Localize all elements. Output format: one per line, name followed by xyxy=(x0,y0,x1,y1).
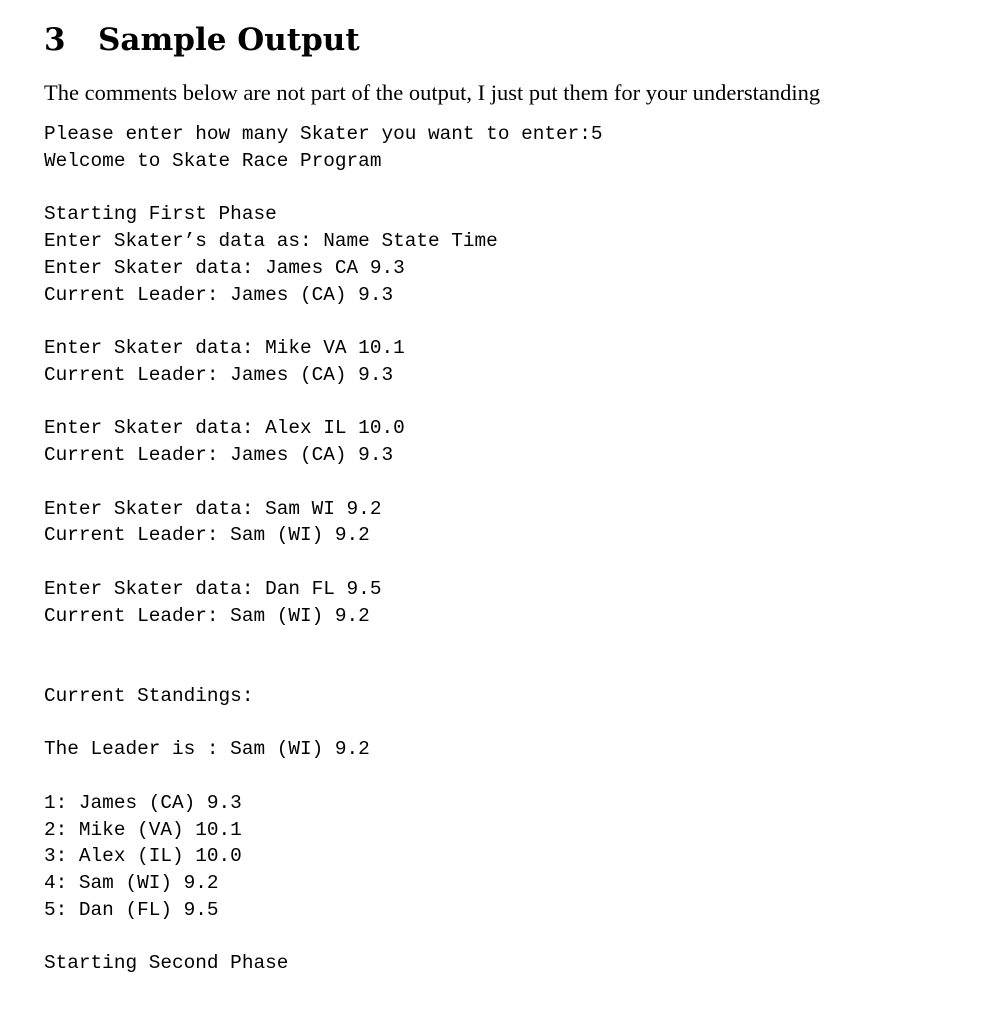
output-line: Current Leader: Sam (WI) 9.2 xyxy=(44,604,370,627)
output-line: Enter Skater data: Dan FL 9.5 xyxy=(44,577,382,600)
intro-paragraph: The comments below are not part of the output, I just put them for your understanding xyxy=(44,80,821,105)
output-line: 3: Alex (IL) 10.0 xyxy=(44,845,242,868)
section-number: 3 xyxy=(44,22,66,58)
output-line: Welcome to Skate Race Program xyxy=(44,149,382,172)
section-heading xyxy=(44,18,974,62)
output-line xyxy=(44,175,974,202)
output-line xyxy=(44,710,974,737)
output-line: Current Leader: Sam (WI) 9.2 xyxy=(44,524,370,547)
output-line xyxy=(44,469,974,496)
output-line xyxy=(44,763,974,790)
output-line: Enter Skater data: Alex IL 10.0 xyxy=(44,417,405,440)
output-line: 4: Sam (WI) 9.2 xyxy=(44,872,219,894)
output-line: Enter Skater’s data as: Name State Time xyxy=(44,230,498,252)
output-line: Current Leader: James (CA) 9.3 xyxy=(44,363,394,386)
output-line: Please enter how many Skater you want to enter:5 xyxy=(44,123,603,145)
section-title: Sample Output xyxy=(98,22,360,58)
output-line xyxy=(44,924,974,951)
output-line: Enter Skater data: Sam WI 9.2 xyxy=(44,497,382,520)
output-line: 1: James (CA) 9.3 xyxy=(44,791,242,814)
output-line: 5: Dan (FL) 9.5 xyxy=(44,898,219,921)
document-page xyxy=(44,18,974,977)
output-line xyxy=(44,549,974,576)
output-line: 2: Mike (VA) 10.1 xyxy=(44,818,242,841)
output-line: Current Leader: James (CA) 9.3 xyxy=(44,283,394,306)
output-line: Enter Skater data: Mike VA 10.1 xyxy=(44,337,405,359)
output-line: Current Standings: xyxy=(44,684,254,707)
output-line xyxy=(44,656,974,683)
output-line xyxy=(44,389,974,416)
output-line xyxy=(44,308,974,335)
output-line: Starting First Phase xyxy=(44,203,277,226)
output-line: The Leader is : Sam (WI) 9.2 xyxy=(44,738,370,761)
sample-output-listing xyxy=(44,121,974,977)
output-line xyxy=(44,629,974,656)
output-line: Starting Second Phase xyxy=(44,952,289,975)
output-line: Current Leader: James (CA) 9.3 xyxy=(44,444,394,466)
output-line: Enter Skater data: James CA 9.3 xyxy=(44,256,405,279)
